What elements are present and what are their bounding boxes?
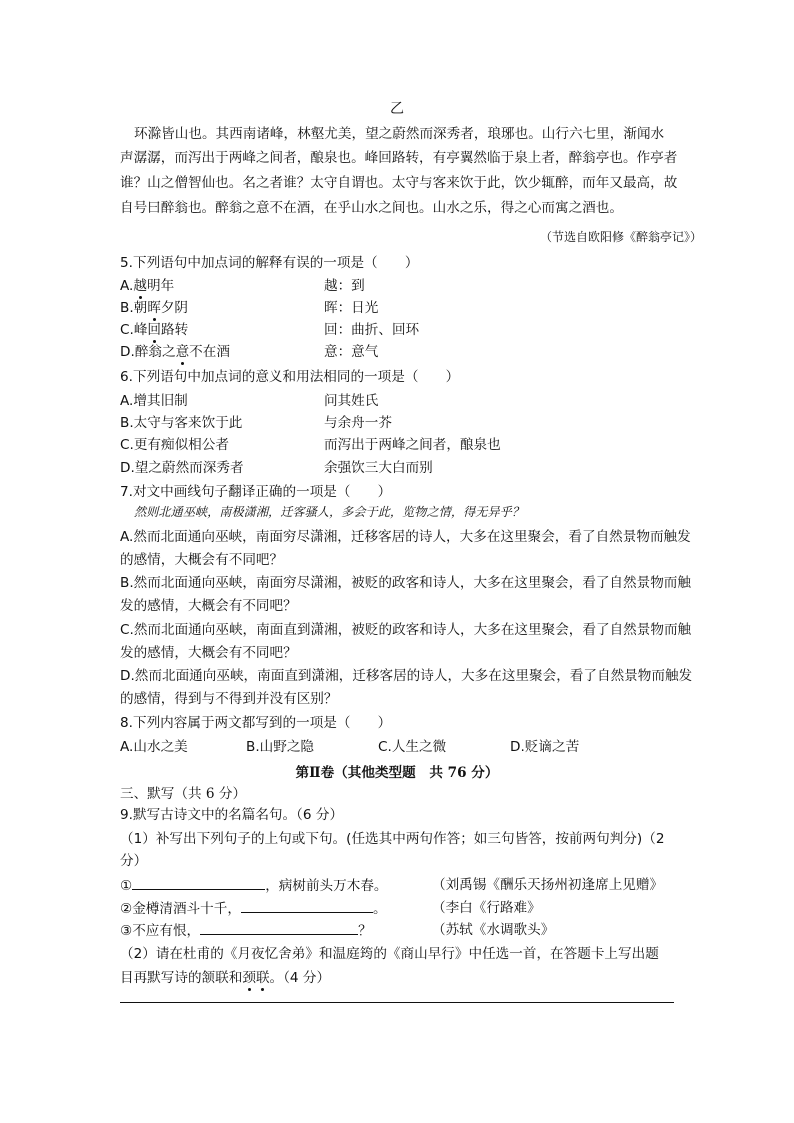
q7-stem: 7.对文中画线句子翻译正确的一项是（ ）	[120, 484, 392, 500]
dotted-word: 晖	[147, 300, 161, 316]
q5-stem: 5.下列语句中加点词的解释有误的一项是（ ）	[120, 255, 419, 271]
q5-option-d: D.醉翁之意不在酒	[120, 344, 230, 360]
fill-item-3-source: （苏轼《水调歌头》	[432, 922, 555, 938]
q5-option-c: C.峰回路转	[120, 322, 189, 338]
section-3-heading: 三、默写（共 6 分）	[120, 786, 247, 802]
q6-compare-d: 余强饮三大白而别	[324, 460, 433, 476]
passage-title: 乙	[390, 101, 404, 117]
answer-blank[interactable]	[241, 898, 373, 913]
dotted-word: 联	[255, 970, 270, 986]
fill-item-3: ③不应有恨， ？	[120, 920, 372, 941]
q7-quoted-sentence: 然则北通巫峡，南极潇湘，迁客骚人，多会于此，览物之情，得无异乎？	[134, 505, 524, 519]
q9-part1-instruction: （1）补写出下列句子的上句或下句。(任选其中两句作答；如三句皆答，按前两句判分)（2	[120, 831, 665, 847]
q6-option-c: C.更有痴似相公者	[120, 437, 229, 453]
q6-compare-c: 而泻出于两峰之间者，酿泉也	[324, 437, 501, 453]
q6-compare-a: 问其姓氏	[324, 393, 379, 409]
dotted-word: 越	[133, 278, 147, 294]
section-2-heading: 第Ⅱ卷（其他类型题 共 76 分）	[295, 765, 499, 781]
q8-option-a: A.山水之美	[120, 739, 188, 755]
q7-option-d-line1: D.然而北面通向巫峡，南面直到潇湘，迁移客居的诗人，大多在这里聚会，看了自然景物而触发	[120, 668, 693, 684]
answer-blank[interactable]	[132, 875, 265, 890]
q7-option-a-line2: 的感情，大概会有不同吧？	[120, 552, 284, 568]
q6-option-b: B.太守与客来饮于此	[120, 415, 243, 431]
q7-option-c-line2: 发的感情，大概会有不同吧？	[120, 645, 297, 661]
q5-explain-b: 晖：日光	[324, 300, 379, 316]
q8-option-b: B.山野之隐	[246, 739, 315, 755]
q9-part1-instruction-cont: 分）	[120, 853, 148, 869]
fill-item-1: ① ，病树前头万木春。	[120, 875, 388, 896]
fill-item-1-source: （刘禹锡《酬乐天扬州初逢席上见赠》	[432, 877, 664, 893]
q9-part2-line2: 目再默写诗的颔联和颈联。（4 分）	[120, 970, 331, 986]
answer-blank[interactable]	[200, 920, 358, 935]
dotted-word: 意	[175, 344, 190, 360]
fill-item-2-source: （李白《行路难》	[432, 900, 541, 916]
q6-compare-b: 与余舟一芥	[324, 415, 392, 431]
q7-option-c-line1: C.然而北面通向巫峡，南面直到潇湘，被贬的政客和诗人，大多在这里聚会，看了自然景物而触	[120, 622, 692, 638]
q9-part2-line1: （2）请在杜甫的《月夜忆舍弟》和温庭筠的《商山早行》中任选一首，在答题卡上写出题	[120, 946, 659, 962]
passage-line: 环滁皆山也。其西南诸峰，林壑尤美，望之蔚然而深秀者，琅琊也。山行六七里，渐闻水	[134, 126, 665, 142]
q6-stem: 6.下列语句中加点词的意义和用法相同的一项是（ ）	[120, 369, 460, 385]
q6-option-d: D.望之蔚然而深秀者	[120, 460, 244, 476]
q8-option-d: D.贬谪之苦	[510, 739, 580, 755]
q5-option-b: B.朝晖夕阴	[120, 300, 189, 316]
q8-stem: 8.下列内容属于两文都写到的一项是（ ）	[120, 715, 392, 731]
q6-option-a: A.增其旧制	[120, 393, 188, 409]
q9-stem: 9.默写古诗文中的名篇名句。（6 分）	[120, 807, 344, 823]
q5-option-a: A.越明年	[120, 278, 175, 294]
passage-line: 谁？山之僧智仙也。名之者谁？太守自谓也。太守与客来饮于此，饮少辄醉，而年又最高，故	[120, 175, 678, 191]
q8-option-c: C.人生之微	[378, 739, 447, 755]
fill-item-2: ②金樽清酒斗十千， 。	[120, 898, 387, 919]
passage-line: 自号曰醉翁也。醉翁之意不在酒，在乎山水之间也。山水之乐，得之心而寓之酒也。	[120, 200, 623, 216]
q7-option-d-line2: 的感情，得到与不得到并没有区别？	[120, 691, 338, 707]
q7-option-a-line1: A.然而北面通向巫峡，南面穷尽潇湘，迁移客居的诗人，大多在这里聚会，看了自然景物而触发	[120, 529, 691, 545]
q5-explain-a: 越：到	[324, 278, 365, 294]
q7-option-b-line1: B.然而北面通向巫峡，南面穷尽潇湘，被贬的政客和诗人，大多在这里聚会，看了自然景物而触	[120, 575, 691, 591]
q5-explain-d: 意：意气	[324, 344, 379, 360]
answer-line[interactable]	[120, 1002, 674, 1003]
dotted-word: 颈	[242, 970, 256, 986]
passage-line: 声潺潺，而泻出于两峰之间者，酿泉也。峰回路转，有亭翼然临于泉上者，醉翁亭也。作亭者	[120, 150, 678, 166]
q7-option-b-line2: 发的感情，大概会有不同吧？	[120, 598, 297, 614]
dotted-word: 回	[147, 322, 162, 338]
passage-source: （节选自欧阳修《醉翁亭记》）	[539, 230, 702, 244]
q5-explain-c: 回：曲折、回环	[324, 322, 420, 338]
